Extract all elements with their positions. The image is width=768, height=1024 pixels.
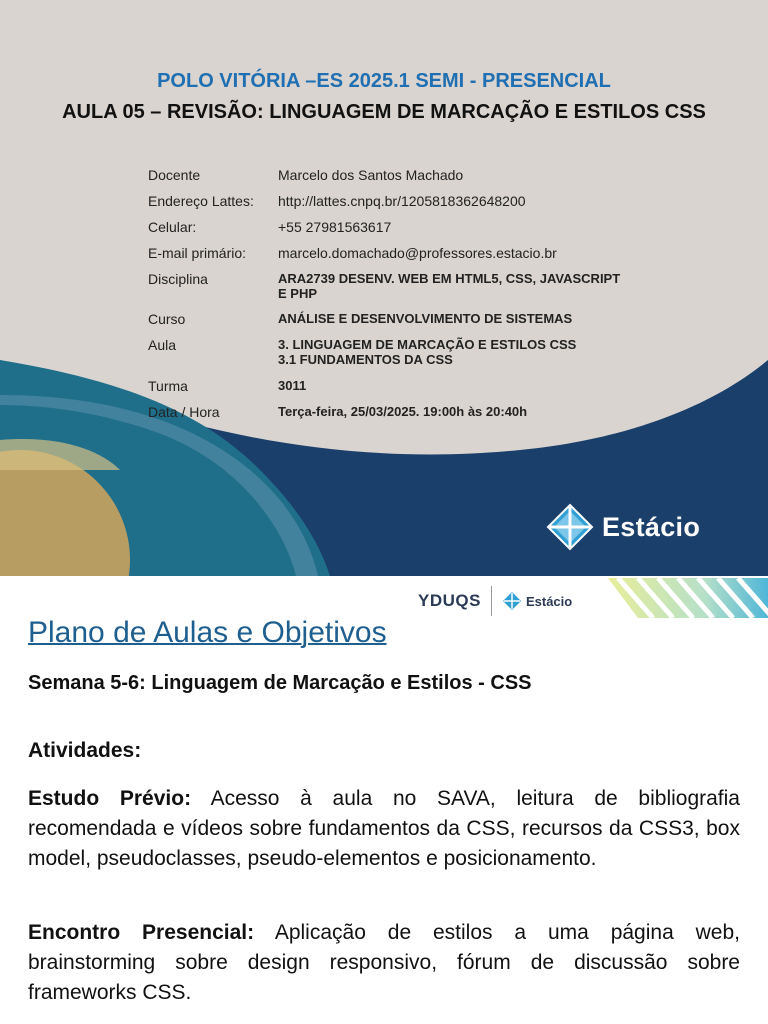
brand-divider [491,586,492,616]
info-value [278,337,668,378]
estacio-logo [546,503,700,551]
info-label: Curso [148,311,186,327]
estacio-logo-text: Estácio [602,511,701,542]
info-row-data-hora [148,404,668,430]
info-value-line: 3. LINGUAGEM DE MARCAÇÃO E ESTILOS CSS [278,337,577,352]
info-row-disciplina [148,271,668,311]
info-value-line: 3.1 FUNDAMENTOS DA CSS [278,352,453,367]
info-value: Terça-feira, 25/03/2025. 19:00h às 20:40h [278,404,528,419]
info-value-line: ARA2739 DESENV. WEB EM HTML5, CSS, JAVASCRIPT [278,271,621,286]
info-value-line: E PHP [278,286,318,301]
info-label: Endereço Lattes: [148,193,254,209]
info-row-celular [148,219,668,245]
info-row-lattes [148,193,668,219]
info-row-turma [148,378,668,404]
info-value: Marcelo dos Santos Machado [278,167,464,183]
encontro-presencial-paragraph [28,918,740,1008]
estudo-previo-label: Estudo Prévio: [28,787,192,810]
decorative-stripes [608,578,768,618]
estacio-diamond-icon [546,503,594,551]
course-subtitle: POLO VITÓRIA –ES 2025.1 SEMI - PRESENCIAL [157,70,611,92]
encontro-presencial-text: Aplicação de estilos a uma página web, brainstorming sobre design responsivo, fórum de discussão sobre frameworks CSS. [28,921,740,1004]
email-link[interactable]: marcelo.domachado@professores.estacio.br [278,245,557,261]
info-label: Aula [148,337,177,353]
lattes-link[interactable]: http://lattes.cnpq.br/1205818362648200 [278,193,526,209]
estudo-previo-paragraph [28,784,740,874]
activities-heading: Atividades: [28,739,142,762]
info-value: 3011 [278,378,307,393]
brand-bar [418,584,572,618]
info-label: E-mail primário: [148,245,247,261]
yduqs-logo: YDUQS [418,591,481,610]
info-label: Celular: [148,219,197,235]
info-label: Disciplina [148,271,208,287]
encontro-presencial-label: Encontro Presencial: [28,921,255,944]
info-value: +55 27981563617 [278,219,392,235]
info-row-aula [148,337,668,378]
info-label: Data / Hora [148,404,220,420]
plan-title: Plano de Aulas e Objetivos [28,616,387,649]
info-value: ANÁLISE E DESENVOLVIMENTO DE SISTEMAS [278,311,573,326]
info-label: Docente [148,167,201,183]
info-value [278,271,668,311]
info-table [148,167,668,430]
estudo-previo-text: Acesso à aula no SAVA, leitura de bibliografia recomendada e vídeos sobre fundamentos da CSS, recursos da CSS3, box model, pseudoclasses, pseudo-elementos e posicionamento. [28,787,740,870]
lesson-title: AULA 05 – REVISÃO: LINGUAGEM DE MARCAÇÃO E ESTILOS CSS [62,101,706,123]
week-heading: Semana 5-6: Linguagem de Marcação e Estilos - CSS [28,672,532,694]
info-row-curso [148,311,668,337]
info-label: Turma [148,378,188,394]
plan-slide [0,576,768,1024]
estacio-small-icon [502,591,522,611]
info-row-docente [148,167,668,193]
estacio-small-logo: Estácio [525,593,573,609]
info-row-email [148,245,668,271]
